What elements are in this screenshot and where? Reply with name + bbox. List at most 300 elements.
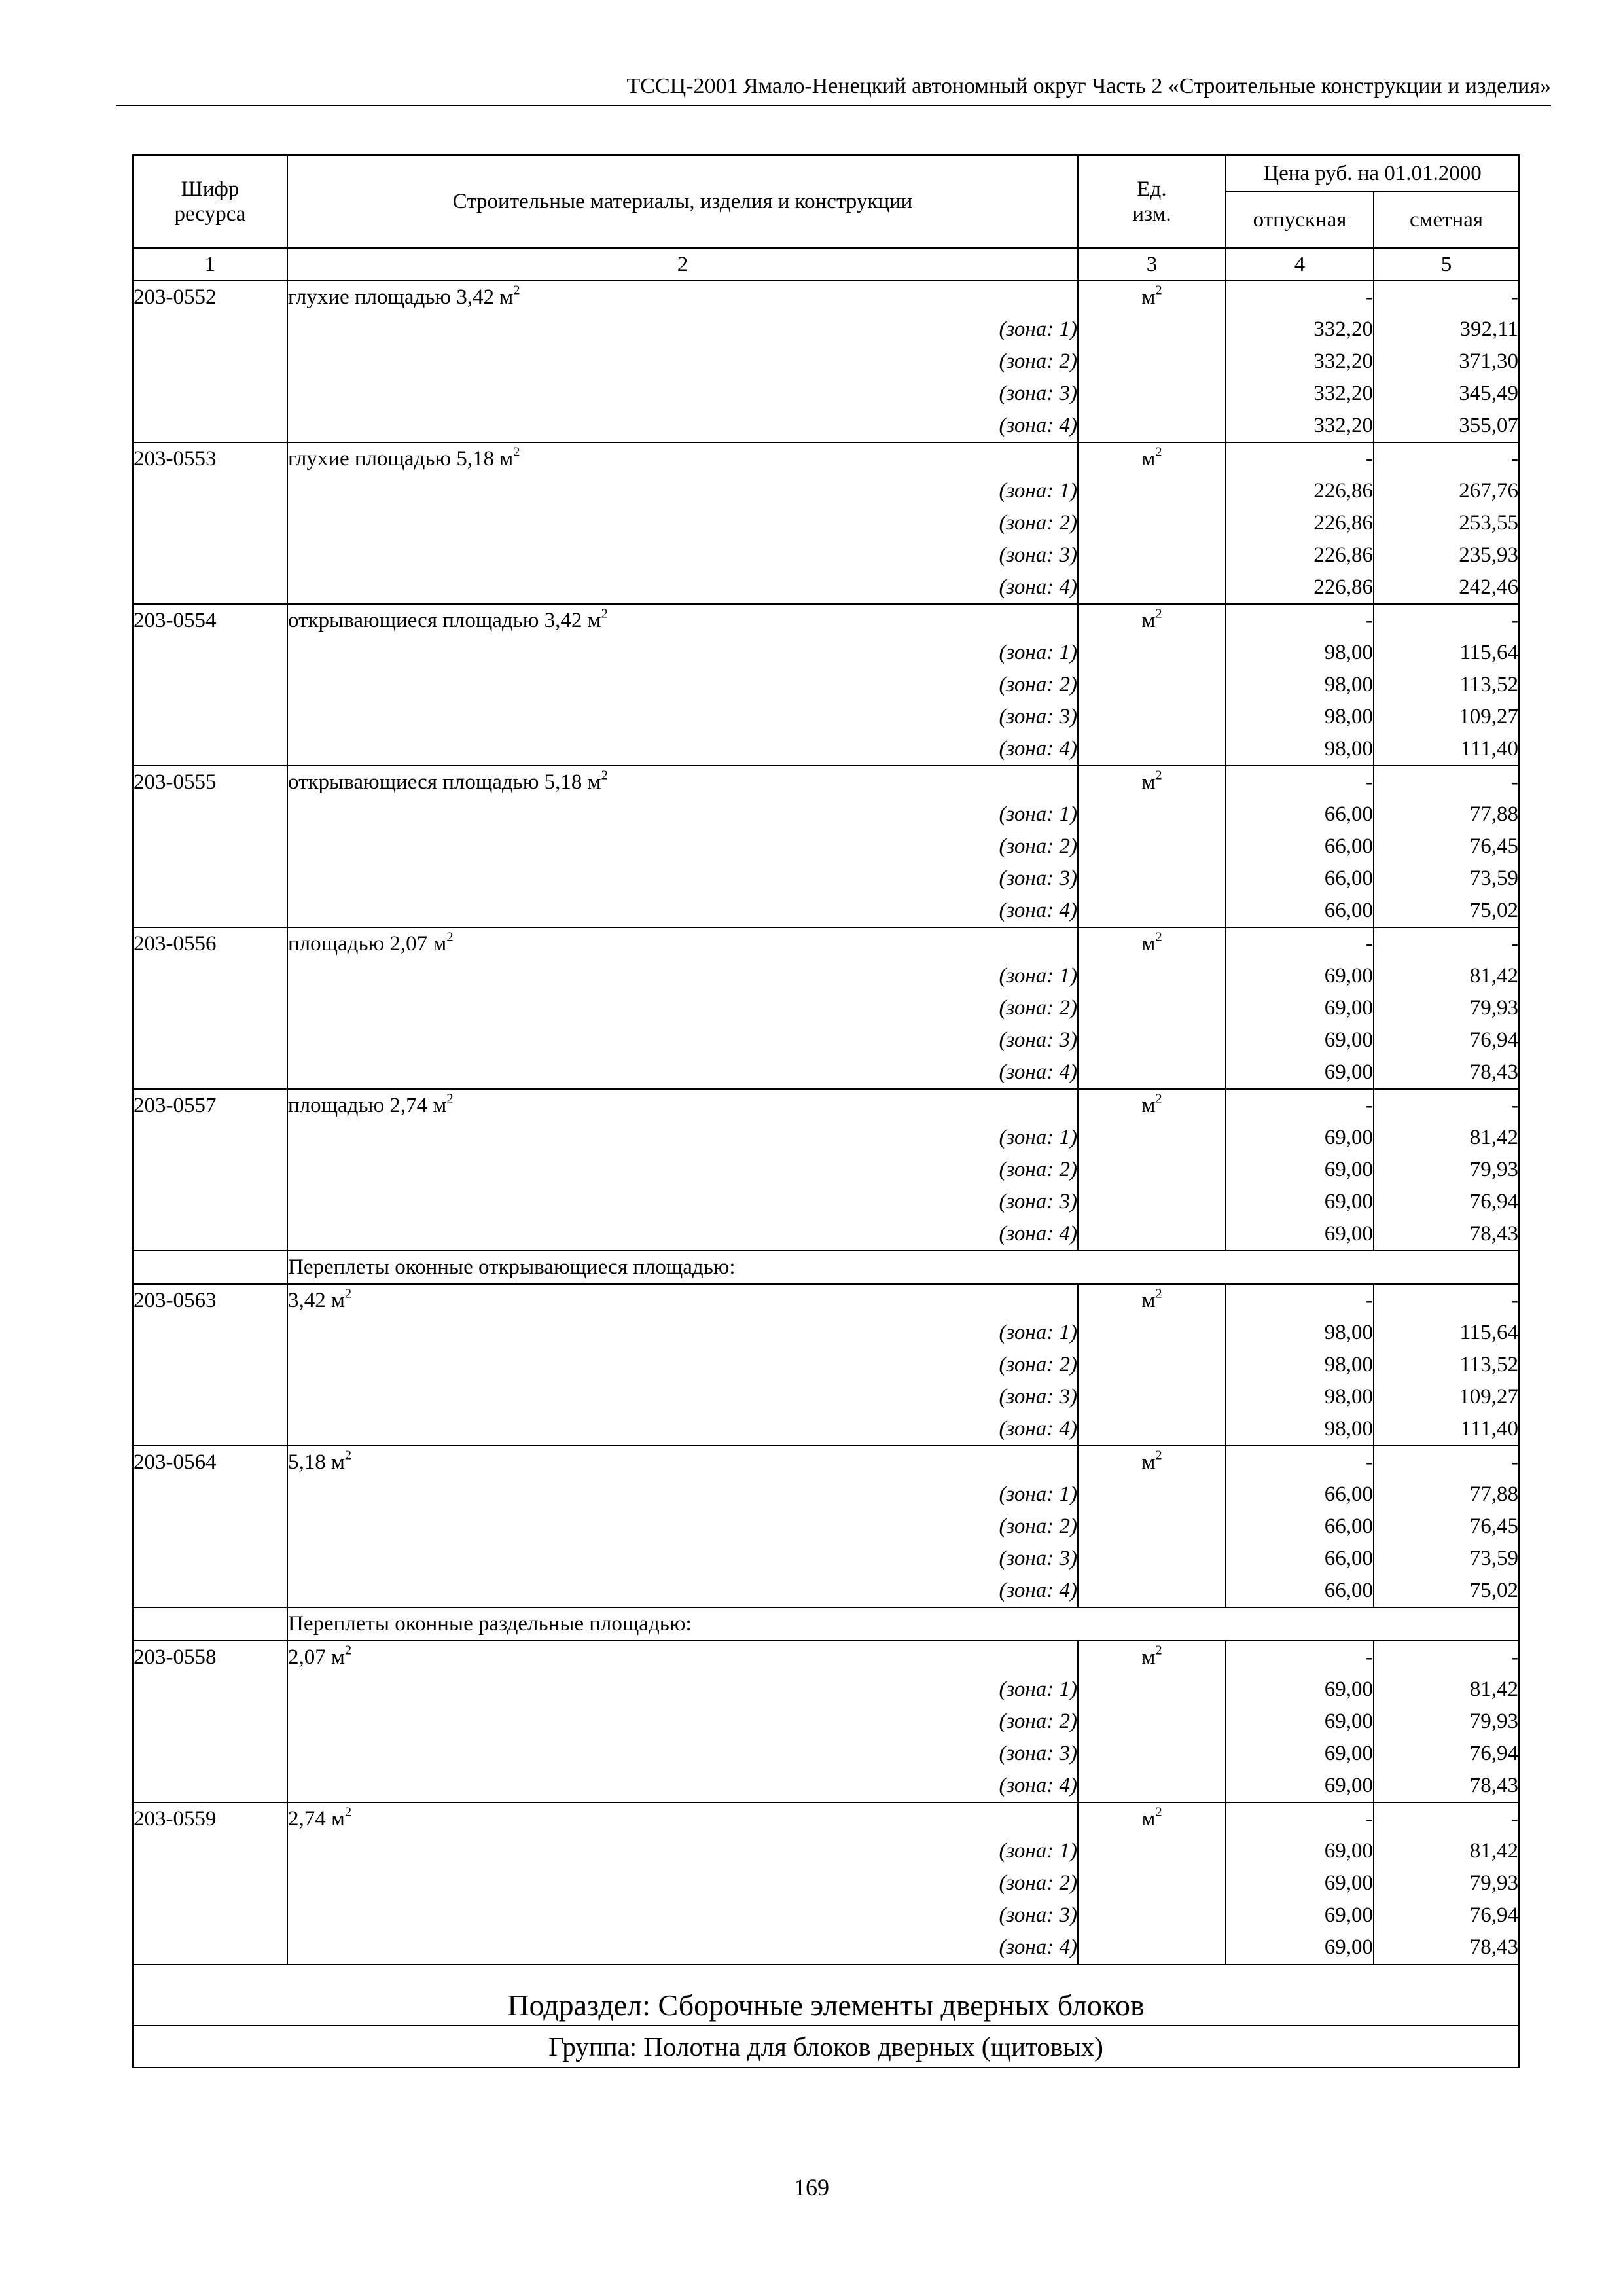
zone-row [133,507,1519,539]
empty-cell [1078,1931,1226,1964]
zone-label: (зона: 3) [287,1024,1078,1056]
zone-label: (зона: 4) [287,733,1078,766]
resource-code: 203-0555 [133,766,287,927]
table-body [133,281,1519,1964]
resource-code: 203-0557 [133,1089,287,1251]
release-price: - [1226,604,1374,637]
material-name-text: глухие площадью 3,42 м [288,285,514,309]
empty-cell [1078,1122,1226,1154]
estimate-price: 253,55 [1374,507,1519,539]
unit-exponent: 2 [601,768,608,783]
unit-exponent: 2 [1155,929,1162,944]
estimate-price: 81,42 [1374,960,1519,992]
table-row [133,604,1519,637]
zone-label: (зона: 2) [287,1154,1078,1186]
zone-row [133,539,1519,571]
zone-row [133,798,1519,831]
unit [1078,1641,1226,1674]
empty-cell [1078,863,1226,895]
unit-exponent: 2 [1155,283,1162,298]
zone-row [133,1122,1519,1154]
release-price: 98,00 [1226,1413,1374,1446]
empty-cell [1078,669,1226,701]
empty-cell [1078,1543,1226,1575]
price-table [132,154,1520,2068]
release-price: 66,00 [1226,1479,1374,1511]
estimate-price: 73,59 [1374,1543,1519,1575]
material-name [287,1641,1078,1674]
release-price: 69,00 [1226,960,1374,992]
unit-text: м [1141,1645,1156,1669]
unit-exponent: 2 [344,1804,352,1820]
estimate-price: 76,94 [1374,1899,1519,1931]
release-price: 66,00 [1226,798,1374,831]
release-price: - [1226,766,1374,798]
estimate-price: 113,52 [1374,669,1519,701]
group-heading: Переплеты оконные раздельные площадью: [287,1607,1519,1641]
estimate-price: 78,43 [1374,1931,1519,1964]
page-number: 169 [794,2174,829,2200]
unit-text: м [1141,1094,1156,1117]
unit-text: м [1141,609,1156,632]
unit-exponent: 2 [446,1091,454,1106]
empty-cell [133,1607,287,1641]
header-estimate-price: сметная [1374,192,1519,248]
empty-cell [1078,637,1226,669]
resource-code: 203-0554 [133,604,287,766]
release-price: 69,00 [1226,1738,1374,1770]
zone-row [133,475,1519,507]
zone-row [133,1706,1519,1738]
release-price: - [1226,1803,1374,1835]
resource-code: 203-0564 [133,1446,287,1607]
empty-cell [133,1251,287,1284]
estimate-price: 77,88 [1374,798,1519,831]
zone-label: (зона: 3) [287,863,1078,895]
release-price: 69,00 [1226,1899,1374,1931]
estimate-price: - [1374,1446,1519,1479]
release-price: - [1226,442,1374,475]
group-heading: Переплеты оконные открывающиеся площадью: [287,1251,1519,1284]
estimate-price: 78,43 [1374,1770,1519,1803]
zone-row [133,1738,1519,1770]
zone-label: (зона: 2) [287,831,1078,863]
table-row [133,281,1519,314]
zone-label: (зона: 3) [287,1899,1078,1931]
estimate-price: 235,93 [1374,539,1519,571]
release-price: 69,00 [1226,1706,1374,1738]
material-name [287,442,1078,475]
unit-exponent: 2 [1155,1643,1162,1658]
unit-exponent: 2 [446,929,454,944]
zone-label: (зона: 2) [287,507,1078,539]
empty-cell [1078,1317,1226,1349]
unit-text: м [1141,1807,1156,1831]
material-name [287,1284,1078,1317]
zone-row [133,378,1519,410]
zone-label: (зона: 2) [287,1867,1078,1899]
material-name [287,281,1078,314]
unit [1078,1803,1226,1835]
resource-code: 203-0563 [133,1284,287,1446]
zone-label: (зона: 1) [287,637,1078,669]
material-name-text: площадью 2,07 м [288,932,447,956]
estimate-price: 76,94 [1374,1186,1519,1218]
zone-label: (зона: 4) [287,1218,1078,1251]
estimate-price: 113,52 [1374,1349,1519,1381]
empty-cell [1078,1867,1226,1899]
zone-row [133,1575,1519,1607]
unit-exponent: 2 [601,606,608,621]
header-release-price: отпускная [1226,192,1374,248]
estimate-price: 73,59 [1374,863,1519,895]
release-price: - [1226,927,1374,960]
empty-cell [1078,1674,1226,1706]
zone-row [133,992,1519,1024]
zone-row [133,1867,1519,1899]
release-price: 226,86 [1226,539,1374,571]
estimate-price: 242,46 [1374,571,1519,604]
group-row [133,1607,1519,1641]
estimate-price: - [1374,1803,1519,1835]
unit-text: м [1141,285,1156,309]
unit-text: м [1141,1450,1156,1474]
release-price: 98,00 [1226,669,1374,701]
empty-cell [1078,1349,1226,1381]
estimate-price: 79,93 [1374,992,1519,1024]
release-price: 66,00 [1226,895,1374,927]
table-row [133,1284,1519,1317]
estimate-price: 78,43 [1374,1056,1519,1089]
empty-cell [1078,1381,1226,1413]
empty-cell [1078,1738,1226,1770]
empty-cell [1078,1770,1226,1803]
zone-row [133,669,1519,701]
material-name [287,1089,1078,1122]
release-price: 69,00 [1226,1674,1374,1706]
release-price: 69,00 [1226,1931,1374,1964]
estimate-price: - [1374,281,1519,314]
zone-row [133,1024,1519,1056]
zone-row [133,1381,1519,1413]
estimate-price: 81,42 [1374,1122,1519,1154]
estimate-price: 267,76 [1374,475,1519,507]
release-price: 98,00 [1226,1317,1374,1349]
material-name [287,927,1078,960]
release-price: 69,00 [1226,992,1374,1024]
unit-text: м [1141,932,1156,956]
empty-cell [1078,1056,1226,1089]
material-name-text: 2,07 м [288,1645,345,1669]
unit [1078,766,1226,798]
release-price: - [1226,1284,1374,1317]
table-row [133,1803,1519,1835]
unit-exponent: 2 [1155,1091,1162,1106]
material-name-text: 2,74 м [288,1807,345,1831]
release-price: 98,00 [1226,637,1374,669]
unit-exponent: 2 [1155,1448,1162,1463]
estimate-price: 79,93 [1374,1706,1519,1738]
estimate-price: 111,40 [1374,733,1519,766]
estimate-price: 355,07 [1374,410,1519,442]
empty-cell [1078,1413,1226,1446]
zone-row [133,1543,1519,1575]
empty-cell [1078,1575,1226,1607]
column-number: 2 [287,248,1078,281]
unit-exponent: 2 [344,1448,352,1463]
empty-cell [1078,1024,1226,1056]
unit-exponent: 2 [1155,1286,1162,1301]
release-price: - [1226,1641,1374,1674]
empty-cell [1078,507,1226,539]
estimate-price: 345,49 [1374,378,1519,410]
release-price: 66,00 [1226,831,1374,863]
release-price: 98,00 [1226,1381,1374,1413]
zone-label: (зона: 3) [287,1381,1078,1413]
running-header: ТССЦ-2001 Ямало-Ненецкий автономный округ Часть 2 «Строительные конструкции и изделия» [626,74,1551,98]
zone-row [133,1479,1519,1511]
header-materials: Строительные материалы, изделия и конструкции [287,155,1078,248]
release-price: 98,00 [1226,733,1374,766]
estimate-price: 75,02 [1374,895,1519,927]
zone-row [133,960,1519,992]
release-price: 69,00 [1226,1867,1374,1899]
material-name-text: площадью 2,74 м [288,1094,447,1117]
zone-label: (зона: 1) [287,1317,1078,1349]
table-row [133,1641,1519,1674]
release-price: 69,00 [1226,1835,1374,1867]
empty-cell [1078,1511,1226,1543]
release-price: 226,86 [1226,507,1374,539]
release-price: 66,00 [1226,1511,1374,1543]
empty-cell [1078,733,1226,766]
zone-row [133,1835,1519,1867]
empty-cell [1078,539,1226,571]
release-price: 66,00 [1226,1543,1374,1575]
zone-row [133,1770,1519,1803]
release-price: 66,00 [1226,1575,1374,1607]
zone-label: (зона: 4) [287,1770,1078,1803]
zone-row [133,831,1519,863]
zone-label: (зона: 4) [287,1413,1078,1446]
empty-cell [1078,1186,1226,1218]
estimate-price: 79,93 [1374,1154,1519,1186]
zone-row [133,1154,1519,1186]
estimate-price: - [1374,1089,1519,1122]
material-name-text: открывающиеся площадью 5,18 м [288,770,601,794]
table-row [133,442,1519,475]
zone-row [133,1413,1519,1446]
zone-label: (зона: 4) [287,895,1078,927]
resource-code: 203-0553 [133,442,287,604]
release-price: 69,00 [1226,1154,1374,1186]
material-name [287,604,1078,637]
zone-label: (зона: 1) [287,960,1078,992]
estimate-price: 76,45 [1374,1511,1519,1543]
zone-row [133,1317,1519,1349]
zone-row [133,410,1519,442]
zone-label: (зона: 1) [287,798,1078,831]
zone-row [133,1511,1519,1543]
estimate-price: 109,27 [1374,1381,1519,1413]
zone-label: (зона: 4) [287,571,1078,604]
estimate-price: 371,30 [1374,346,1519,378]
unit [1078,1284,1226,1317]
unit-text: м [1141,447,1156,471]
zone-label: (зона: 1) [287,1479,1078,1511]
zone-label: (зона: 2) [287,669,1078,701]
zone-label: (зона: 2) [287,1349,1078,1381]
zone-label: (зона: 4) [287,1575,1078,1607]
unit-text: м [1141,770,1156,794]
unit-exponent: 2 [344,1643,352,1658]
release-price: - [1226,281,1374,314]
release-price: 69,00 [1226,1024,1374,1056]
release-price: 226,86 [1226,571,1374,604]
release-price: 66,00 [1226,863,1374,895]
zone-row [133,733,1519,766]
zone-label: (зона: 2) [287,1511,1078,1543]
release-price: 332,20 [1226,378,1374,410]
estimate-price: 392,11 [1374,314,1519,346]
empty-cell [1078,798,1226,831]
column-number: 4 [1226,248,1374,281]
zone-label: (зона: 2) [287,1706,1078,1738]
empty-cell [1078,1835,1226,1867]
estimate-price: - [1374,766,1519,798]
zone-row [133,1931,1519,1964]
resource-code: 203-0556 [133,927,287,1089]
table-row [133,1089,1519,1122]
zone-label: (зона: 2) [287,992,1078,1024]
estimate-price: 81,42 [1374,1674,1519,1706]
release-price: 98,00 [1226,701,1374,733]
material-name [287,1803,1078,1835]
empty-cell [1078,314,1226,346]
zone-label: (зона: 3) [287,1186,1078,1218]
material-name [287,1446,1078,1479]
release-price: 69,00 [1226,1122,1374,1154]
table-row [133,927,1519,960]
estimate-price: 111,40 [1374,1413,1519,1446]
unit [1078,927,1226,960]
empty-cell [1078,1218,1226,1251]
empty-cell [1078,992,1226,1024]
zone-row [133,863,1519,895]
release-price: 332,20 [1226,346,1374,378]
zone-label: (зона: 1) [287,1674,1078,1706]
zone-label: (зона: 1) [287,1835,1078,1867]
estimate-price: 76,45 [1374,831,1519,863]
estimate-price: 75,02 [1374,1575,1519,1607]
table-row [133,1446,1519,1479]
release-price: 98,00 [1226,1349,1374,1381]
empty-cell [1078,831,1226,863]
empty-cell [1078,475,1226,507]
material-name-text: 3,42 м [288,1289,345,1312]
zone-row [133,1674,1519,1706]
column-number: 1 [133,248,287,281]
zone-row [133,637,1519,669]
zone-row [133,314,1519,346]
release-price: 332,20 [1226,314,1374,346]
zone-label: (зона: 1) [287,314,1078,346]
estimate-price: - [1374,442,1519,475]
release-price: - [1226,1089,1374,1122]
release-price: 69,00 [1226,1056,1374,1089]
zone-row [133,1056,1519,1089]
header-price: Цена руб. на 01.01.2000 [1226,155,1519,192]
header-code: Шифр ресурса [133,155,287,248]
zone-label: (зона: 3) [287,378,1078,410]
zone-label: (зона: 4) [287,410,1078,442]
estimate-price: - [1374,1284,1519,1317]
header-unit: Ед. изм. [1078,155,1226,248]
empty-cell [1078,1479,1226,1511]
resource-code: 203-0559 [133,1803,287,1964]
zone-label: (зона: 3) [287,701,1078,733]
estimate-price: 79,93 [1374,1867,1519,1899]
zone-label: (зона: 3) [287,1543,1078,1575]
zone-row [133,1186,1519,1218]
zone-row [133,346,1519,378]
unit-exponent: 2 [1155,606,1162,621]
zone-row [133,895,1519,927]
unit [1078,1446,1226,1479]
zone-label: (зона: 3) [287,1738,1078,1770]
empty-cell [1078,1706,1226,1738]
unit [1078,604,1226,637]
material-name-text: открывающиеся площадью 3,42 м [288,609,601,632]
empty-cell [1078,378,1226,410]
unit [1078,1089,1226,1122]
zone-row [133,1349,1519,1381]
estimate-price: 115,64 [1374,1317,1519,1349]
estimate-price: - [1374,927,1519,960]
release-price: 69,00 [1226,1186,1374,1218]
release-price: 69,00 [1226,1218,1374,1251]
unit-exponent: 2 [1155,1804,1162,1820]
estimate-price: - [1374,604,1519,637]
unit-exponent: 2 [1155,444,1162,459]
zone-label: (зона: 1) [287,1122,1078,1154]
unit-exponent: 2 [513,283,520,298]
zone-label: (зона: 4) [287,1056,1078,1089]
material-name [287,766,1078,798]
empty-cell [1078,1899,1226,1931]
material-name-text: глухие площадью 5,18 м [288,447,514,471]
empty-cell [1078,1154,1226,1186]
resource-code: 203-0552 [133,281,287,442]
estimate-price: 77,88 [1374,1479,1519,1511]
estimate-price: 78,43 [1374,1218,1519,1251]
release-price: 69,00 [1226,1770,1374,1803]
zone-label: (зона: 2) [287,346,1078,378]
material-name-text: 5,18 м [288,1450,345,1474]
zone-label: (зона: 4) [287,1931,1078,1964]
empty-cell [1078,960,1226,992]
estimate-price: 115,64 [1374,637,1519,669]
group-row [133,1251,1519,1284]
zone-row [133,1899,1519,1931]
column-number: 3 [1078,248,1226,281]
estimate-price: 76,94 [1374,1024,1519,1056]
empty-cell [1078,571,1226,604]
zone-row [133,701,1519,733]
header-rule [116,105,1551,106]
estimate-price: 76,94 [1374,1738,1519,1770]
release-price: - [1226,1446,1374,1479]
